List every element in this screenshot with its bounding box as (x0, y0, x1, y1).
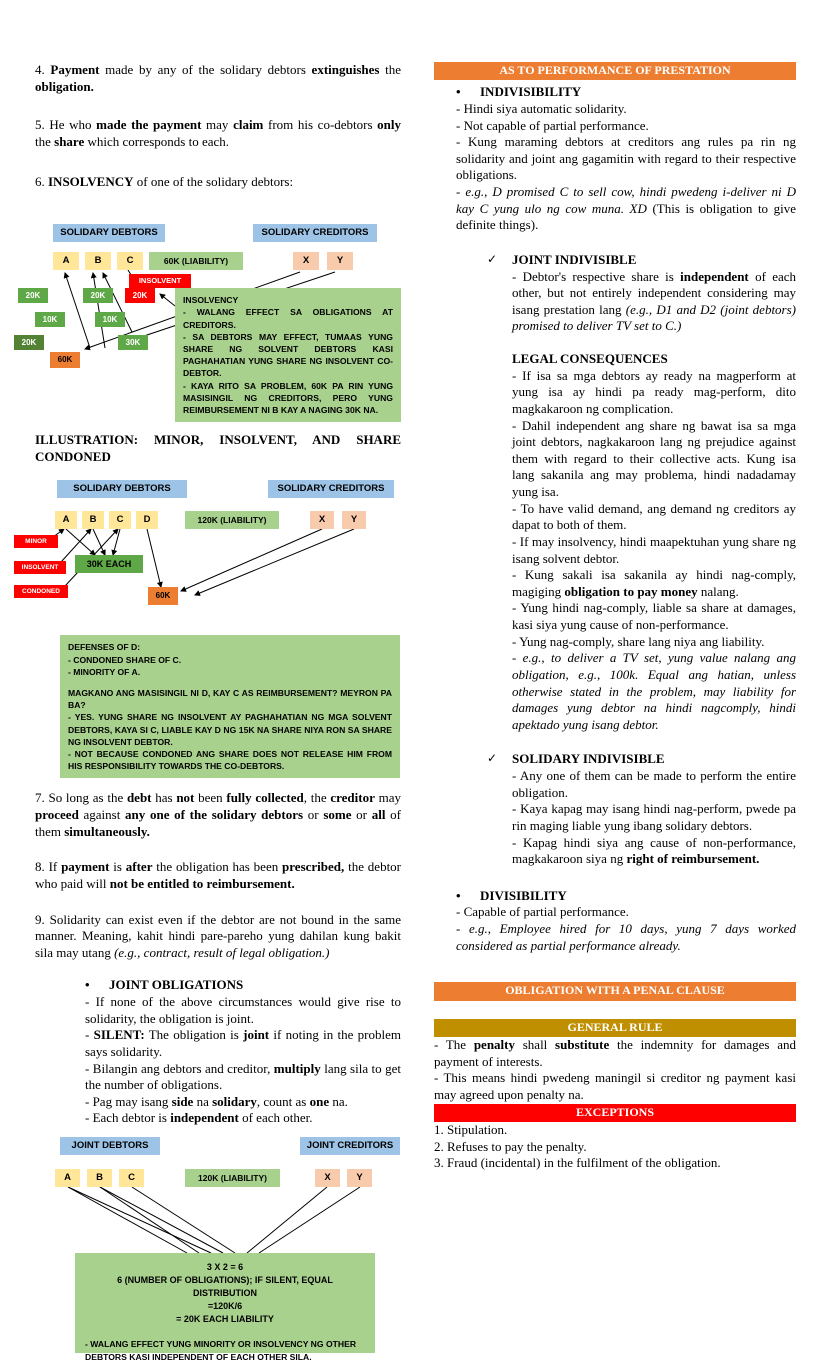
exceptions-header: EXCEPTIONS (434, 1104, 796, 1122)
check-icon: ✓ (487, 251, 498, 266)
solidary-debtors-header: SOLIDARY DEBTORS (57, 480, 187, 498)
debtor-a-box: A (53, 252, 79, 270)
solidary-debtors-header: SOLIDARY DEBTORS (53, 224, 165, 242)
diagram-arrows (5, 477, 431, 619)
exception-item: 2. Refuses to pay the penalty. (434, 1138, 587, 1154)
section-header-performance: AS TO PERFORMANCE OF PRESTATION (434, 62, 796, 80)
note-line: - WALANG EFFECT SA OBLIGATIONS AT CREDITORS. (183, 307, 393, 330)
legal-consequences-title: LEGAL CONSEQUENCES (512, 351, 668, 367)
item-4: 4. Payment made by any of the solidary debtors extinguishes the obligation. (35, 62, 401, 94)
amount-20k-dark: 20K (14, 335, 44, 350)
exception-item: 1. Stipulation. (434, 1121, 508, 1137)
note-title: INSOLVENCY (183, 295, 239, 306)
legal-consequences-section (512, 351, 796, 733)
text-line: - Debtor's respective share is independent of each other, but not entirely independent considering may isang prestation lang (e.g., D1 and D2 (joint debtors) promised to deliver TV set to C.) (512, 268, 797, 334)
solidary-creditors-header: SOLIDARY CREDITORS (268, 480, 394, 498)
joint-indivisible-section (487, 252, 796, 335)
calc-note-line: - WALANG EFFECT YUNG MINORITY OR INSOLVENCY NG OTHER DEBTORS KASI INDEPENDENT OF EACH OTHER SILA. (85, 1339, 357, 1362)
text-line: - Hindi siya automatic solidarity. (456, 100, 627, 116)
solidary-indivisible-section (487, 751, 796, 867)
joint-indivisible-title: JOINT INDIVISIBLE (512, 251, 637, 267)
solidary-indivisible-title: SOLIDARY INDIVISIBLE (512, 751, 665, 767)
debtor-b-box: B (87, 1169, 112, 1187)
note-line: - NOT BECAUSE CONDONED ANG SHARE DOES NOT RELEASE HIM FROM HIS RESPONSIBILITY TOWARDS THE CO-DEBTORS. (68, 749, 392, 772)
amount-20k-1: 20K (18, 288, 48, 303)
bullet-icon: • (456, 887, 461, 903)
text-line: - e.g., Employee hired for 10 days, yung 7 days worked considered as partial performance already. (456, 921, 796, 953)
note-spacer (68, 678, 392, 687)
note-line: - MINORITY OF A. (68, 666, 141, 677)
debtor-a-box: A (55, 1169, 80, 1187)
creditor-y-box: Y (347, 1169, 372, 1187)
amount-60k: 60K (50, 352, 80, 368)
item-6: 6. INSOLVENCY of one of the solidary debtors: (35, 173, 294, 189)
bullet-icon: • (85, 977, 90, 993)
condoned-flag: CONDONED (14, 585, 68, 598)
creditor-y-box: Y (327, 252, 353, 270)
creditor-x-box: X (310, 511, 334, 529)
text-line: - The penalty shall substitute the indemnity for damages and payment of interests. (434, 1037, 796, 1069)
condoned-diagram (21, 477, 401, 619)
text-line: - e.g., to deliver a TV set, yung value nalang ang obligation, e.g., 100k. Equal ang hatian, unless otherwise stated in the problem, may liability for damages yung debtor na hindi nagcomply, hindi apektado yung isang debtor. (512, 650, 796, 732)
text-line: - Capable of partial performance. (456, 904, 629, 920)
amount-10k-1: 10K (35, 312, 65, 327)
text-line: - To have valid demand, ang demand ng creditors ay dapat to both of them. (512, 500, 796, 533)
note-line: - YES. YUNG SHARE NG INSOLVENT AY PAGHAHATIAN NG MGA SOLVENT DEBTORS, KAYA SI C, LIABLE KAY D NG 15K NA SHARE NIYA RON SA SHARE NG INSOLVENT DEBTOR. (68, 712, 392, 747)
text-line: - Not capable of partial performance. (456, 117, 649, 133)
liability-box: 120K (LIABILITY) (185, 511, 279, 529)
section-header-penal-clause: OBLIGATION WITH A PENAL CLAUSE (434, 982, 796, 1000)
divisibility-title (456, 888, 796, 905)
debtor-c-box: C (117, 252, 143, 270)
text-line: - This means hindi pwedeng maningil si creditor ng payment kasi may agreed upon penalty na. (434, 1070, 796, 1102)
joint-obligations-title (85, 977, 401, 994)
text-line: - Yung nag-comply, share lang niya ang liability. (512, 633, 765, 649)
item-8: 8. If payment is after the obligation has been prescribed, the debtor who paid will not be entitled to reimbursement. (35, 859, 402, 891)
insolvency-diagram (21, 222, 401, 422)
debtor-d-box: D (136, 511, 158, 529)
note-line: - SA DEBTORS MAY EFFECT, TUMAAS YUNG SHARE NG SOLVENT DEBTORS KASI PAGHAHATIAN YUNG SHARE NG INSOLVENT CO-DEBTOR. (183, 331, 393, 379)
bullet-icon: • (456, 84, 461, 100)
share-each-box: 30K EACH (75, 555, 143, 573)
debtor-c-box: C (119, 1169, 144, 1187)
left-column (21, 62, 402, 1362)
amount-20k-2: 20K (83, 288, 113, 303)
creditor-x-box: X (293, 252, 319, 270)
note-line: DEFENSES OF D: (68, 642, 141, 653)
insolvent-flag: INSOLVENT (14, 561, 66, 574)
insolvent-flag: INSOLVENT (129, 274, 191, 288)
text-line: - Kung maraming debtors at creditors ang rules pa rin ng solidarity and joint ang gagamitin with regard to their respective obligations. (456, 134, 796, 183)
text-line: - Bilangin ang debtors and creditor, multiply lang sila to get the number of obligations. (85, 1060, 401, 1093)
item-7: 7. So long as the debt has not been fully collected, the creditor may proceed against any one of the solidary debtors or some or all of them simultaneously. (35, 790, 401, 839)
joint-diagram (35, 1135, 401, 1362)
text-line: - If none of the above circumstances would give rise to solidarity, the obligation is joint. (85, 994, 401, 1026)
amount-60k: 60K (148, 587, 178, 605)
debtor-a-box: A (55, 511, 77, 529)
text-line: - Pag may isang side na solidary, count as one na. (85, 1093, 348, 1109)
debtor-b-box: B (82, 511, 104, 529)
item-9: 9. Solidarity can exist even if the debtor are not bound in the same manner. Meaning, kahit hindi pare-pareho yung dahilan kung bakit sila may utang (e.g., contract, result of legal obligation.) (35, 911, 401, 960)
text-line: - Dahil independent ang share ng bawat isa sa mga joint debtors, nagkakaroon lang ng prejudice against them with regard to their collective acts. Kung isa lang sakanila ang may problema, hindi nadadamay yung isa. (512, 417, 796, 500)
amount-20k-insolvent: 20K (125, 288, 155, 303)
section-title-text: JOINT OBLIGATIONS (109, 977, 244, 993)
amount-10k-2: 10K (95, 312, 125, 327)
calc-line: =120K/6 (207, 1301, 243, 1312)
joint-obligations-section (85, 977, 401, 1127)
section-title-text: DIVISIBILITY (480, 887, 567, 903)
defenses-note (60, 635, 400, 778)
minor-flag: MINOR (14, 535, 58, 548)
calc-line: 6 (NUMBER OF OBLIGATIONS); IF SILENT, EQUAL DISTRIBUTION (117, 1275, 333, 1299)
indivisibility-section (456, 84, 796, 234)
item-5: 5. He who made the payment may claim from his co-debtors only the share which corresponds to each. (35, 117, 402, 149)
note-line: - CONDONED SHARE OF C. (68, 654, 182, 665)
text-line: - e.g., D promised C to sell cow, hindi pwedeng i-deliver ni D kay C yung ulo ng cow muna. XD (This is obligation to give definite things). (456, 184, 796, 233)
text-line: - Each debtor is independent of each other. (85, 1110, 313, 1126)
illustration-heading: ILLUSTRATION: MINOR, INSOLVENT, AND SHARE CONDONED (35, 432, 401, 464)
debtor-c-box: C (109, 511, 131, 529)
text-line: - If isa sa mga debtors ay ready na magperform at yung isa ay hindi pa ready mag-perform, dito magkakaroon ng complication. (512, 367, 796, 416)
exception-item: 3. Fraud (incidental) in the fulfilment of the obligation. (434, 1155, 721, 1171)
joint-debtors-header: JOINT DEBTORS (60, 1137, 160, 1155)
right-column (434, 62, 796, 1172)
indivisibility-title (456, 84, 796, 101)
calc-line: = 20K EACH LIABILITY (176, 1314, 274, 1325)
creditor-y-box: Y (342, 511, 366, 529)
insolvency-note (175, 288, 401, 422)
obligation-count-box (75, 1253, 375, 1362)
check-icon: ✓ (487, 751, 498, 766)
note-line: - KAYA RITO SA PROBLEM, 60K PA RIN YUNG MASISINGIL NG CREDITORS, PERO YUNG REIMBURSEMENT NI B KAY A NAGING 30K NA. (183, 380, 393, 415)
section-title-text: INDIVISIBILITY (480, 84, 582, 100)
text-line: - SILENT: The obligation is joint if noting in the problem says solidarity. (85, 1027, 401, 1059)
note-line: MAGKANO ANG MASISINGIL NI D, KAY C AS REIMBURSEMENT? MEYRON PA BA? (68, 687, 392, 711)
text-line: - Kung sakali isa sakanila ay hindi nag-comply, magiging obligation to pay money nalang. (512, 567, 796, 599)
debtor-b-box: B (85, 252, 111, 270)
liability-box: 120K (LIABILITY) (185, 1169, 280, 1187)
joint-creditors-header: JOINT CREDITORS (300, 1137, 400, 1155)
liability-box: 60K (LIABILITY) (149, 252, 243, 270)
amount-30k: 30K (118, 335, 148, 350)
solidary-creditors-header: SOLIDARY CREDITORS (253, 224, 377, 242)
text-line: - Kaya kapag may isang hindi nag-perform, pwede pa rin maging liable yung ibang solidary debtors. (512, 801, 796, 833)
calc-line: 3 X 2 = 6 (206, 1262, 244, 1273)
creditor-x-box: X (315, 1169, 340, 1187)
text-line: - Kapag hindi siya ang cause of non-performance, magkakaroon siya ng right of reimbursement. (512, 834, 796, 867)
text-line: - Any one of them can be made to perform the entire obligation. (512, 768, 796, 800)
text-line: - Yung hindi nag-comply, liable sa share at damages, kasi siya yung cause of non-performance. (512, 600, 796, 633)
divisibility-section (456, 888, 796, 955)
text-line: - If may insolvency, hindi maapektuhan yung share ng isang solvent debtor. (512, 533, 796, 566)
general-rule-header: GENERAL RULE (434, 1019, 796, 1037)
